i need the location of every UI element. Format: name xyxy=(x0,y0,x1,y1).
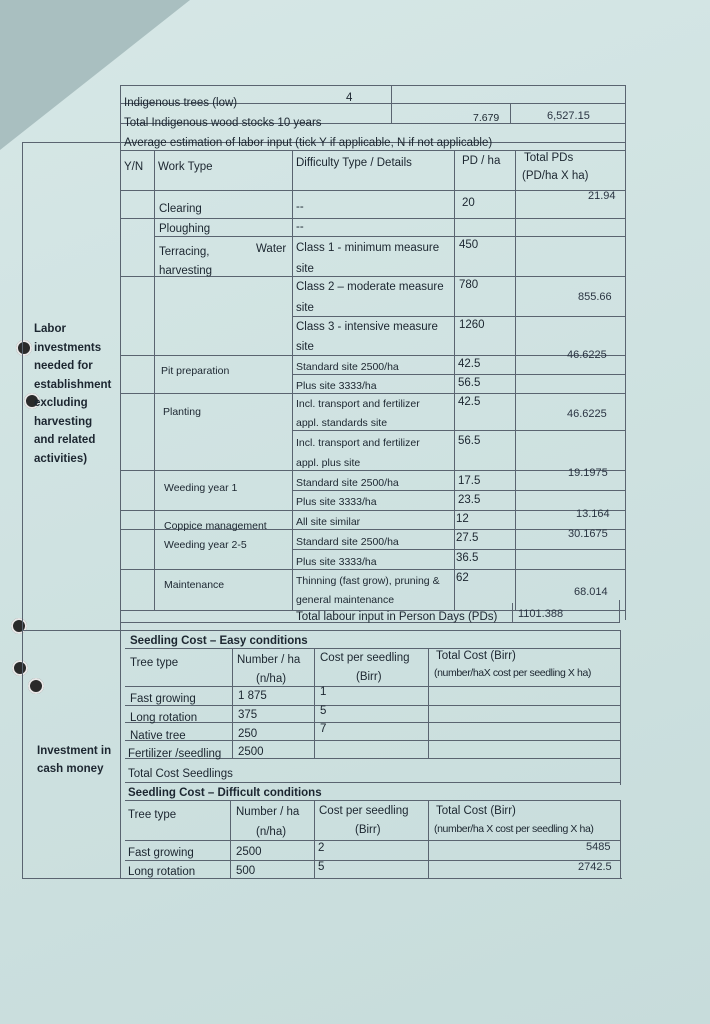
average-estimation-label: Average estimation of labor input (tick Y if applicable, N if not applicable) xyxy=(124,137,493,149)
table-rule-line xyxy=(120,218,625,219)
class2-pd: 780 xyxy=(459,279,479,291)
table-rule-line xyxy=(512,603,513,622)
table-rule-line xyxy=(314,800,315,878)
weeding1-standard-pd: 17.5 xyxy=(458,475,481,487)
table-rule-line xyxy=(292,374,625,375)
total-indigenous-value-2: 6,527.15 xyxy=(547,110,590,122)
maintenance-detail: Thinning (fast grow), pruning & xyxy=(296,575,440,587)
table-rule-line xyxy=(619,600,620,622)
table-rule-line xyxy=(292,549,625,550)
punch-hole xyxy=(11,618,27,634)
difficult-r1-type: Fast growing xyxy=(128,847,194,859)
table-rule-line xyxy=(292,150,293,610)
table-rule-line xyxy=(125,686,620,687)
cash-side-label: Investment in cash money xyxy=(37,745,112,775)
easy-r1-number: 1 875 xyxy=(238,690,267,702)
coppice-detail: All site similar xyxy=(296,516,361,528)
difficult-header-total: Total Cost (Birr) xyxy=(436,805,516,817)
planting-standard-detail: Incl. transport and fertilizer xyxy=(296,398,420,410)
difficult-header-total-sub: (number/ha X cost per seedling X ha) xyxy=(434,823,594,835)
table-rule-line xyxy=(230,800,231,878)
total-indigenous-value-1: 7.679 xyxy=(473,112,500,124)
table-rule-line xyxy=(125,740,620,741)
table-rule-line xyxy=(120,569,625,570)
difficult-r2-total: 2742.5 xyxy=(578,861,612,873)
difficult-header-cost-sub: (Birr) xyxy=(355,824,381,836)
table-rule-line xyxy=(454,150,455,610)
table-rule-line xyxy=(120,470,625,471)
work-ploughing: Ploughing xyxy=(159,223,211,235)
class1-site: site xyxy=(296,263,314,275)
weeding25-standard-pd: 27.5 xyxy=(456,532,479,544)
table-rule-line xyxy=(292,316,625,317)
class1-detail: Class 1 - minimum measure xyxy=(296,242,440,254)
work-planting: Planting xyxy=(163,406,201,418)
weeding25-standard: Standard site 2500/ha xyxy=(296,536,399,548)
punch-hole xyxy=(12,660,28,676)
work-terracing: Terracing, xyxy=(159,246,210,258)
difficult-r1-total: 5485 xyxy=(586,841,611,853)
easy-header-cost-sub: (Birr) xyxy=(356,671,382,683)
work-terracing-water: Water xyxy=(256,243,287,255)
pit-total: 46.6225 xyxy=(567,349,607,361)
maintenance-pd: 62 xyxy=(456,572,469,584)
table-rule-line xyxy=(125,800,620,801)
weeding25-plus: Plus site 3333/ha xyxy=(296,556,377,568)
easy-r4-type: Fertilizer /seedling xyxy=(128,748,222,760)
header-total-pds-sub: (PD/ha X ha) xyxy=(522,170,589,182)
total-indigenous-label: Total Indigenous wood stocks 10 years xyxy=(124,117,322,129)
table-rule-line xyxy=(120,85,121,878)
work-maintenance: Maintenance xyxy=(164,579,225,591)
work-harvesting: harvesting xyxy=(159,265,213,277)
pit-plus: Plus site 3333/ha xyxy=(296,380,377,392)
weeding25-total: 30.1675 xyxy=(568,528,608,540)
table-rule-line xyxy=(120,393,625,394)
clearing-dash: -- xyxy=(296,201,304,213)
table-rule-line xyxy=(125,840,620,841)
work-clearing: Clearing xyxy=(159,203,202,215)
difficult-r2-cost: 5 xyxy=(318,861,325,873)
class3-pd: 1260 xyxy=(459,319,485,331)
easy-r3-type: Native tree xyxy=(130,730,186,742)
pit-standard: Standard site 2500/ha xyxy=(296,361,399,373)
easy-r1-cost: 1 xyxy=(320,686,327,698)
table-rule-line xyxy=(154,236,625,237)
pit-standard-pd: 42.5 xyxy=(458,358,481,370)
easy-header-tree-type: Tree type xyxy=(130,657,179,669)
table-rule-line xyxy=(314,648,315,758)
table-rule-line xyxy=(120,510,625,511)
table-rule-line xyxy=(125,705,620,706)
table-rule-line xyxy=(292,490,625,491)
indigenous-trees-value: 4 xyxy=(346,92,353,104)
difficult-r1-number: 2500 xyxy=(236,846,262,858)
table-rule-line xyxy=(125,860,620,861)
table-rule-line xyxy=(125,648,620,649)
easy-r1-type: Fast growing xyxy=(130,693,196,705)
indigenous-trees-label: Indigenous trees (low) xyxy=(124,97,238,109)
table-rule-line xyxy=(125,782,620,783)
header-yn: Y/N xyxy=(124,161,144,173)
header-total-pds: Total PDs xyxy=(524,152,574,164)
easy-section-title: Seedling Cost – Easy conditions xyxy=(130,635,308,647)
header-difficulty: Difficulty Type / Details xyxy=(296,157,412,169)
table-rule-line xyxy=(515,150,516,610)
easy-r2-cost: 5 xyxy=(320,705,327,717)
difficult-header-cost: Cost per seedling xyxy=(319,805,409,817)
table-rule-line xyxy=(120,355,625,356)
punch-hole xyxy=(16,340,32,356)
class3-site: site xyxy=(296,341,314,353)
easy-total-label: Total Cost Seedlings xyxy=(128,768,233,780)
planting-standard-pd: 42.5 xyxy=(458,396,481,408)
header-work-type: Work Type xyxy=(158,161,213,173)
difficult-r2-type: Long rotation xyxy=(128,866,196,878)
difficult-header-tree-type: Tree type xyxy=(128,809,177,821)
weeding1-plus-pd: 23.5 xyxy=(458,494,481,506)
easy-header-cost: Cost per seedling xyxy=(320,652,410,664)
weeding1-total: 19.1975 xyxy=(568,467,608,479)
maintenance-total: 68.014 xyxy=(574,586,608,598)
planting-total: 46.6225 xyxy=(567,408,607,420)
class3-detail: Class 3 - intensive measure xyxy=(296,321,438,333)
work-coppice-management: Coppice management xyxy=(164,520,267,532)
weeding25-plus-pd: 36.5 xyxy=(456,552,479,564)
easy-header-total-sub: (number/haX cost per seedling X ha) xyxy=(434,667,592,679)
punch-hole xyxy=(28,678,44,694)
class1-pd: 450 xyxy=(459,239,479,251)
table-rule-line xyxy=(22,630,620,631)
planting-plus-detail: Incl. transport and fertilizer xyxy=(296,437,420,449)
easy-r4-number: 2500 xyxy=(238,746,264,758)
easy-header-number: Number / ha xyxy=(237,654,301,666)
difficult-section-title: Seedling Cost – Difficult conditions xyxy=(128,787,322,799)
table-rule-line xyxy=(120,190,625,191)
class2-site: site xyxy=(296,302,314,314)
table-rule-line xyxy=(620,630,621,785)
table-rule-line xyxy=(391,85,392,123)
difficult-r1-cost: 2 xyxy=(318,842,325,854)
table-rule-line xyxy=(154,150,155,610)
table-rule-line xyxy=(120,85,626,86)
difficult-r2-number: 500 xyxy=(236,865,256,877)
planting-standard-site: appl. standards site xyxy=(296,417,388,429)
clearing-total: 21.94 xyxy=(588,190,616,202)
work-pit-preparation: Pit preparation xyxy=(161,365,230,377)
planting-plus-site: appl. plus site xyxy=(296,457,361,469)
pit-plus-pd: 56.5 xyxy=(458,377,481,389)
difficult-header-number-sub: (n/ha) xyxy=(256,826,287,838)
table-rule-line xyxy=(620,800,621,878)
table-rule-line xyxy=(428,800,429,878)
coppice-pd: 12 xyxy=(456,513,469,525)
labor-side-label: Labor investments needed for establishment excluding harvesting and related activities) xyxy=(34,323,112,465)
easy-r3-number: 250 xyxy=(238,728,258,740)
class2-total: 855.66 xyxy=(578,291,612,303)
easy-header-total: Total Cost (Birr) xyxy=(436,650,516,662)
table-rule-line xyxy=(22,878,622,879)
planting-plus-pd: 56.5 xyxy=(458,435,481,447)
table-rule-line xyxy=(125,722,620,723)
easy-r2-type: Long rotation xyxy=(130,712,198,724)
table-rule-line xyxy=(292,430,625,431)
easy-r3-cost: 7 xyxy=(320,723,327,735)
total-labour-value: 1101.388 xyxy=(518,608,564,620)
table-rule-line xyxy=(510,103,511,123)
easy-r2-number: 375 xyxy=(238,709,258,721)
table-rule-line xyxy=(625,85,626,620)
clearing-pd: 20 xyxy=(462,197,475,209)
class2-detail: Class 2 – moderate measure xyxy=(296,281,444,293)
weeding1-standard: Standard site 2500/ha xyxy=(296,477,399,489)
maintenance-general: general maintenance xyxy=(296,594,395,606)
total-labour-label: Total labour input in Person Days (PDs) xyxy=(296,611,498,623)
ploughing-dash: -- xyxy=(296,221,304,233)
header-pd-ha: PD / ha xyxy=(462,155,501,167)
coppice-total: 13.164 xyxy=(576,508,610,520)
table-rule-line xyxy=(232,648,233,758)
weeding1-plus: Plus site 3333/ha xyxy=(296,496,377,508)
work-weeding-year-1: Weeding year 1 xyxy=(164,482,238,494)
difficult-header-number: Number / ha xyxy=(236,806,300,818)
table-rule-line xyxy=(22,142,23,878)
table-rule-line xyxy=(428,648,429,758)
work-weeding-year-2-5: Weeding year 2-5 xyxy=(164,539,247,551)
easy-header-number-sub: (n/ha) xyxy=(256,673,287,685)
